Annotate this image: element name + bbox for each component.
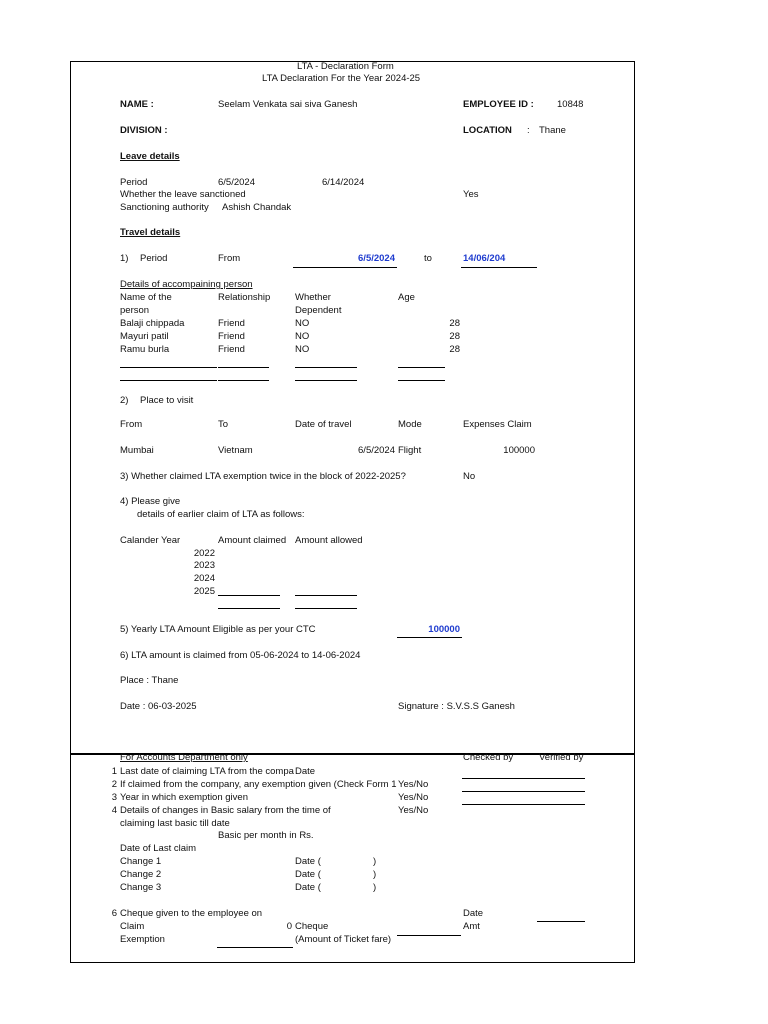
earlier-claim-year: 2024	[193, 573, 215, 584]
exemption-label: Exemption	[120, 934, 165, 945]
leave-sanctioned-label: Whether the leave sanctioned	[120, 189, 246, 200]
cheque-given-label: Cheque given to the employee on	[120, 908, 263, 919]
earlier-claim-year: 2025	[193, 586, 215, 597]
travel-to-underline	[461, 267, 537, 268]
person-name[interactable]: Balaji chippada	[120, 318, 185, 329]
accounts-row-answer[interactable]: Yes/No	[398, 805, 429, 816]
sanctioning-authority-label: Sanctioning authority	[120, 202, 209, 213]
question-yearly-eligible: 5) Yearly LTA Amount Eligible as per your CTC	[120, 624, 316, 635]
change-label: Change 2	[120, 869, 162, 880]
form-subtitle: LTA Declaration For the Year 2024-25	[262, 73, 421, 84]
question-claim-period: 6) LTA amount is claimed from 05-06-2024 to 14-06-2024	[120, 650, 361, 661]
person-relationship[interactable]: Friend	[218, 331, 245, 342]
ticket-fare-label: (Amount of Ticket fare)	[295, 934, 392, 945]
employee-id-label: EMPLOYEE ID :	[463, 99, 534, 110]
checked-by-line[interactable]	[462, 791, 585, 792]
col-from: From	[120, 419, 143, 430]
yearly-eligible-underline	[397, 637, 462, 638]
location-label: LOCATION	[463, 125, 512, 136]
accounts-row-number: 3	[111, 792, 117, 803]
cheque-date-line[interactable]	[537, 921, 585, 922]
change-date-close: )	[373, 856, 377, 867]
name-label: NAME :	[120, 99, 154, 110]
verified-by-label: Verified by	[539, 752, 584, 763]
col-dependent-line2: Dependent	[295, 305, 342, 316]
leave-period-label: Period	[120, 177, 148, 188]
col-amount-claimed: Amount claimed	[218, 535, 287, 546]
accounts-row-text: Last date of claiming LTA from the compa	[120, 766, 294, 777]
person-dependent[interactable]: NO	[295, 344, 310, 355]
change-date-label[interactable]: Date (	[295, 882, 321, 893]
place-line[interactable]: Place : Thane	[120, 675, 179, 686]
blank-row-line	[295, 367, 357, 368]
leave-period-from[interactable]: 6/5/2024	[218, 177, 255, 188]
blank-row-line	[295, 380, 357, 381]
yearly-eligible-value[interactable]: 100000	[428, 624, 460, 635]
accounts-row-answer[interactable]: Date	[295, 766, 316, 777]
col-expenses-claim: Expenses Claim	[463, 419, 532, 430]
amount-allowed-line[interactable]	[295, 595, 357, 596]
accounts-row-number: 1	[111, 766, 117, 777]
amt-label: Amt	[463, 921, 480, 932]
person-name[interactable]: Mayuri patil	[120, 331, 169, 342]
cheque-amount-line[interactable]	[397, 935, 461, 936]
accounts-row-text: If claimed from the company, any exemption given (Check Form 1	[120, 779, 397, 790]
claim-value[interactable]: 0	[286, 921, 292, 932]
earlier-claim-year: 2022	[193, 548, 215, 559]
sanctioning-authority-value[interactable]: Ashish Chandak	[222, 202, 292, 213]
location-colon: :	[527, 125, 530, 136]
claimed-twice-answer[interactable]: No	[463, 471, 476, 482]
person-age[interactable]: 28	[449, 344, 460, 355]
cheque-date-label: Date	[463, 908, 484, 919]
checked-by-label: Checked by	[463, 752, 514, 763]
change-label: Change 3	[120, 882, 162, 893]
division-label: DIVISION :	[120, 125, 168, 136]
col-dependent-line1: Whether	[295, 292, 331, 303]
basic-per-month-label: Basic per month in Rs.	[218, 830, 314, 841]
trip-mode[interactable]: Flight	[398, 445, 422, 456]
col-name-line2: person	[120, 305, 150, 316]
change-label: Change 1	[120, 856, 162, 867]
exemption-line[interactable]	[217, 947, 293, 948]
amount-claimed-line[interactable]	[218, 608, 280, 609]
date-of-last-claim-label: Date of Last claim	[120, 843, 197, 854]
col-date-of-travel: Date of travel	[295, 419, 352, 430]
accounts-row-number: 4	[111, 805, 117, 816]
trip-expenses[interactable]: 100000	[503, 445, 535, 456]
accounts-row-answer[interactable]: Yes/No	[398, 792, 429, 803]
blank-row-line	[398, 367, 445, 368]
travel-period-label: Period	[140, 253, 168, 264]
person-dependent[interactable]: NO	[295, 331, 310, 342]
travel-to-value[interactable]: 14/06/204	[463, 253, 506, 264]
cheque-row-number: 6	[111, 908, 117, 919]
change-date-label[interactable]: Date (	[295, 869, 321, 880]
change-date-label[interactable]: Date (	[295, 856, 321, 867]
trip-date[interactable]: 6/5/2024	[358, 445, 395, 456]
change-date-close: )	[373, 869, 377, 880]
leave-details-heading: Leave details	[120, 151, 180, 162]
place-to-visit-number: 2)	[120, 395, 129, 406]
location-value[interactable]: Thane	[539, 125, 566, 136]
amount-claimed-line[interactable]	[218, 595, 280, 596]
person-relationship[interactable]: Friend	[218, 318, 245, 329]
travel-from-underline	[293, 267, 397, 268]
col-relationship: Relationship	[218, 292, 271, 303]
accompanying-heading: Details of accompaining person	[120, 279, 253, 290]
signature-line[interactable]: Signature : S.V.S.S Ganesh	[398, 701, 515, 712]
travel-from-value[interactable]: 6/5/2024	[358, 253, 395, 264]
checked-by-line[interactable]	[462, 778, 585, 779]
col-name-line1: Name of the	[120, 292, 172, 303]
accounts-row-text: Details of changes in Basic salary from the time of	[120, 805, 331, 816]
change-date-close: )	[373, 882, 377, 893]
travel-details-heading: Travel details	[120, 227, 181, 238]
person-name[interactable]: Ramu burla	[120, 344, 170, 355]
row4-continuation: claiming last basic till date	[120, 818, 230, 829]
travel-to-label: to	[424, 253, 432, 264]
leave-period-to[interactable]: 6/14/2024	[322, 177, 365, 188]
person-relationship[interactable]: Friend	[218, 344, 245, 355]
travel-period-number: 1)	[120, 253, 129, 264]
leave-sanctioned-value[interactable]: Yes	[463, 189, 479, 200]
place-to-visit-label: Place to visit	[140, 395, 194, 406]
date-line[interactable]: Date : 06-03-2025	[120, 701, 197, 712]
employee-id-value[interactable]: 10848	[557, 99, 584, 110]
trip-to[interactable]: Vietnam	[218, 445, 253, 456]
checked-by-line[interactable]	[462, 804, 585, 805]
earlier-claim-year: 2023	[193, 560, 215, 571]
name-value[interactable]: Seelam Venkata sai siva Ganesh	[218, 99, 358, 110]
col-amount-allowed: Amount allowed	[295, 535, 363, 546]
blank-row-line	[398, 380, 445, 381]
question-earlier-claims-line2: details of earlier claim of LTA as follows:	[137, 509, 305, 520]
blank-row-line	[218, 380, 269, 381]
claim-label: Claim	[120, 921, 145, 932]
trip-from[interactable]: Mumbai	[120, 445, 154, 456]
blank-row-line	[218, 367, 269, 368]
col-calendar-year: Calander Year	[120, 535, 181, 546]
question-claimed-twice: 3) Whether claimed LTA exemption twice in the block of 2022-2025?	[120, 471, 406, 482]
form-title: LTA - Declaration Form	[297, 61, 394, 72]
person-age[interactable]: 28	[449, 318, 460, 329]
col-age: Age	[398, 292, 415, 303]
person-dependent[interactable]: NO	[295, 318, 310, 329]
col-mode: Mode	[398, 419, 422, 430]
accounts-row-answer[interactable]: Yes/No	[398, 779, 429, 790]
travel-from-label: From	[218, 253, 241, 264]
accounts-row-number: 2	[111, 779, 117, 790]
question-earlier-claims-line1: 4) Please give	[120, 496, 181, 507]
accounts-row-text: Year in which exemption given	[120, 792, 248, 803]
person-age[interactable]: 28	[449, 331, 460, 342]
cheque-label: Cheque	[295, 921, 329, 932]
amount-allowed-line[interactable]	[295, 608, 357, 609]
blank-row-line	[120, 367, 217, 368]
blank-row-line	[120, 380, 217, 381]
col-to: To	[218, 419, 229, 430]
accounts-heading: For Accounts Department only	[120, 752, 248, 763]
